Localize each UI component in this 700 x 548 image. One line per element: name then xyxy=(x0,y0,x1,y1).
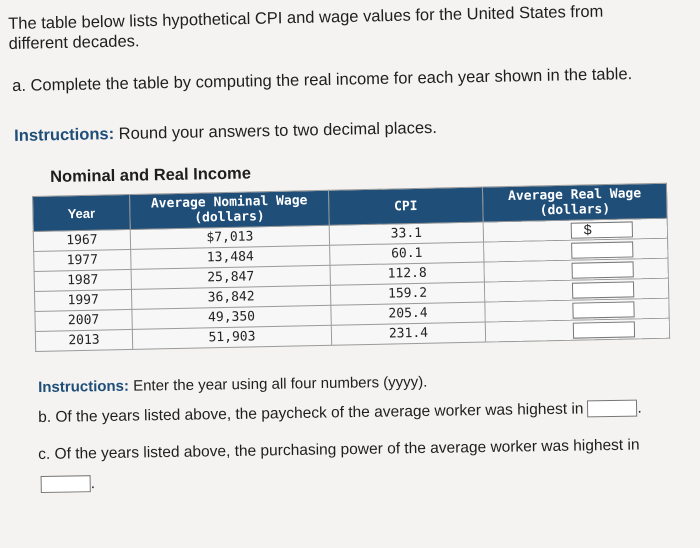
nominal-cell: 51,903 xyxy=(132,325,331,349)
nominal-cell: 25,847 xyxy=(131,265,330,289)
real-wage-input[interactable] xyxy=(571,261,633,278)
part-a-question: a. Complete the table by computing the real income for each year shown in the table. xyxy=(12,65,633,95)
year-cell: 1997 xyxy=(34,289,131,311)
part-c-answer-input[interactable] xyxy=(41,476,91,494)
cpi-cell: 33.1 xyxy=(329,222,483,245)
year-cell: 2007 xyxy=(35,309,132,331)
table-title: Nominal and Real Income xyxy=(50,164,252,186)
instructions-label: Instructions: xyxy=(38,377,130,396)
cpi-cell: 60.1 xyxy=(330,242,484,265)
real-wage-input[interactable] xyxy=(571,281,633,298)
nominal-cell: $7,013 xyxy=(130,225,329,249)
dollar-sign: $ xyxy=(583,221,592,238)
year-cell: 1987 xyxy=(34,269,131,291)
part-c-text: c. Of the years listed above, the purchasing power of the average worker was highest in xyxy=(38,436,640,463)
intro-text: The table below lists hypothetical CPI and wage values for the United States from different decades. xyxy=(8,2,604,53)
year-cell: 1967 xyxy=(33,229,130,251)
income-table xyxy=(32,183,670,352)
instructions-label: Instructions: xyxy=(14,125,115,145)
header-year: Year xyxy=(33,194,131,231)
real-wage-input[interactable] xyxy=(572,321,634,338)
cpi-cell: 205.4 xyxy=(331,302,485,325)
real-wage-input[interactable] xyxy=(571,241,633,258)
cpi-cell: 112.8 xyxy=(330,262,484,285)
instructions-text: Round your answers to two decimal places. xyxy=(113,118,438,144)
cpi-cell: 159.2 xyxy=(330,282,484,305)
year-cell: 2013 xyxy=(35,329,132,351)
part-b-text: b. Of the years listed above, the paycheck of the average worker was highest in xyxy=(38,400,584,426)
real-wage-cell xyxy=(485,318,669,342)
part-c-question: c. Of the years listed above, the purchasing power of the average worker was highest in . xyxy=(38,436,640,493)
instructions-year xyxy=(38,373,428,398)
nominal-cell: 13,484 xyxy=(131,245,330,269)
part-b-answer-input[interactable] xyxy=(587,400,637,418)
instructions-rounding xyxy=(14,118,437,146)
nominal-cell: 36,842 xyxy=(131,285,330,309)
cpi-cell: 231.4 xyxy=(331,322,485,345)
nominal-cell: 49,350 xyxy=(132,305,331,329)
header-cpi: CPI xyxy=(328,187,483,225)
part-b-question: b. Of the years listed above, the paycheck of the average worker was highest in . xyxy=(38,399,642,426)
year-cell: 1977 xyxy=(34,249,131,271)
header-nominal-wage: Average Nominal Wage (dollars) xyxy=(129,190,329,229)
instructions-text: Enter the year using all four numbers (yyyy). xyxy=(128,373,428,395)
real-wage-input[interactable] xyxy=(570,221,632,238)
real-wage-input[interactable] xyxy=(572,301,634,318)
header-real-wage: Average Real Wage (dollars) xyxy=(482,183,667,222)
